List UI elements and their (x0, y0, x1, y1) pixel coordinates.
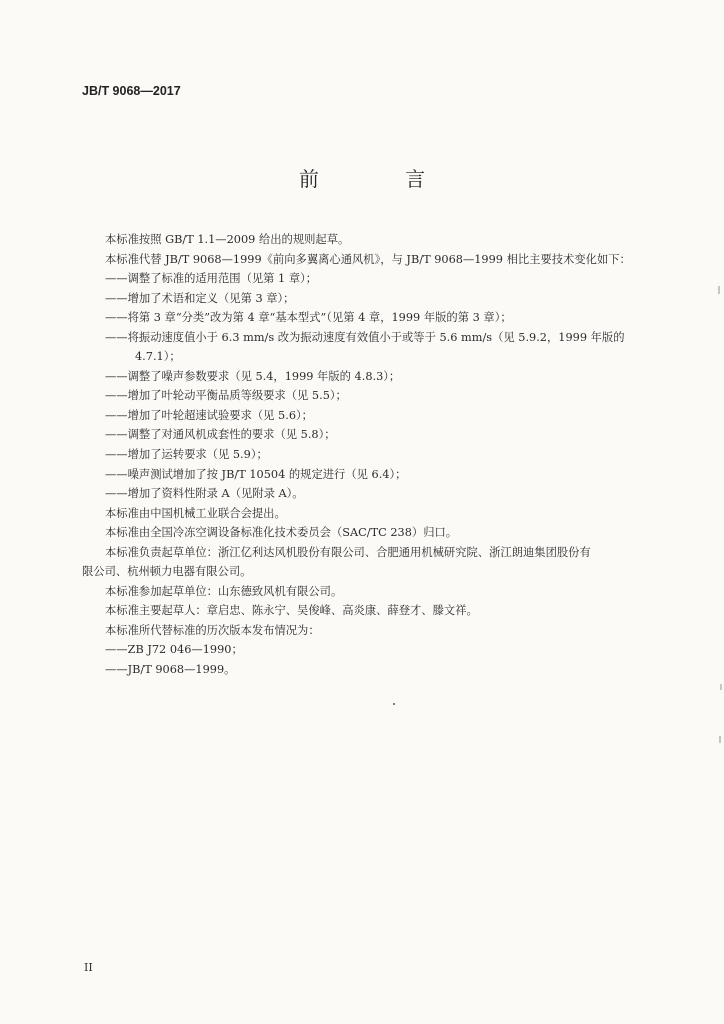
scan-speck (393, 703, 395, 705)
list-item: ——增加了资料性附录 A（见附录 A）。 (105, 487, 304, 501)
paragraph-continuation: 限公司、杭州顿力电器有限公司。 (82, 565, 252, 579)
list-item: ——调整了噪声参数要求（见 5.4，1999 年版的 4.8.3）； (105, 369, 401, 383)
list-item: ——将第 3 章“分类”改为第 4 章“基本型式”（见第 4 章，1999 年版的第 3 章）； (105, 311, 512, 325)
list-item: ——调整了对通风机成套性的要求（见 5.8）； (105, 428, 336, 442)
list-item: ——调整了标准的适用范围（见第 1 章）； (105, 272, 318, 286)
foreword-title: 前 言 (298, 167, 466, 191)
paragraph-line: 本标准负责起草单位：浙江亿利达风机股份有限公司、合肥通用机械研究院、浙江朗迪集团股份有 (105, 545, 591, 559)
scan-edge-mark (719, 736, 721, 743)
list-item: ——ZB J72 046—1990； (105, 643, 243, 657)
list-item: ——JB/T 9068—1999。 (105, 663, 236, 677)
scan-edge-mark (720, 684, 722, 690)
paragraph-line: 本标准由全国冷冻空调设备标准化技术委员会（SAC/TC 238）归口。 (105, 526, 458, 540)
page-number: II (84, 961, 93, 974)
list-item: ——将振动速度值小于 6.3 mm/s 改为振动速度有效值小于或等于 5.6 mm/s（见 5.9.2，1999 年版的 (105, 330, 625, 344)
scan-edge-mark (718, 286, 720, 294)
paragraph-line: 本标准由中国机械工业联合会提出。 (105, 506, 286, 520)
paragraph-line: 本标准主要起草人：章启忠、陈永宁、吴俊峰、高炎康、薛登才、滕文祥。 (105, 604, 478, 618)
list-item: ——增加了叶轮动平衡品质等级要求（见 5.5）； (105, 389, 347, 403)
foreword-body (82, 230, 660, 680)
list-item: ——增加了术语和定义（见第 3 章）； (105, 291, 295, 305)
paragraph-line: 本标准所代替标准的历次版本发布情况为： (105, 623, 320, 637)
paragraph-line: 本标准代替 JB/T 9068—1999《前向多翼离心通风机》，与 JB/T 9068—1999 相比主要技术变化如下： (105, 252, 631, 266)
list-item-continuation: 4.7.1）； (135, 350, 181, 364)
list-item: ——增加了叶轮超速试验要求（见 5.6）； (105, 408, 313, 422)
standard-number-header: JB/T 9068—2017 (82, 84, 181, 98)
paragraph-line: 本标准参加起草单位：山东德致风机有限公司。 (105, 584, 343, 598)
list-item: ——噪声测试增加了按 JB/T 10504 的规定进行（见 6.4）； (105, 467, 407, 481)
paragraph-line: 本标准按照 GB/T 1.1—2009 给出的规则起草。 (105, 233, 350, 246)
list-item: ——增加了运转要求（见 5.9）； (105, 448, 268, 462)
